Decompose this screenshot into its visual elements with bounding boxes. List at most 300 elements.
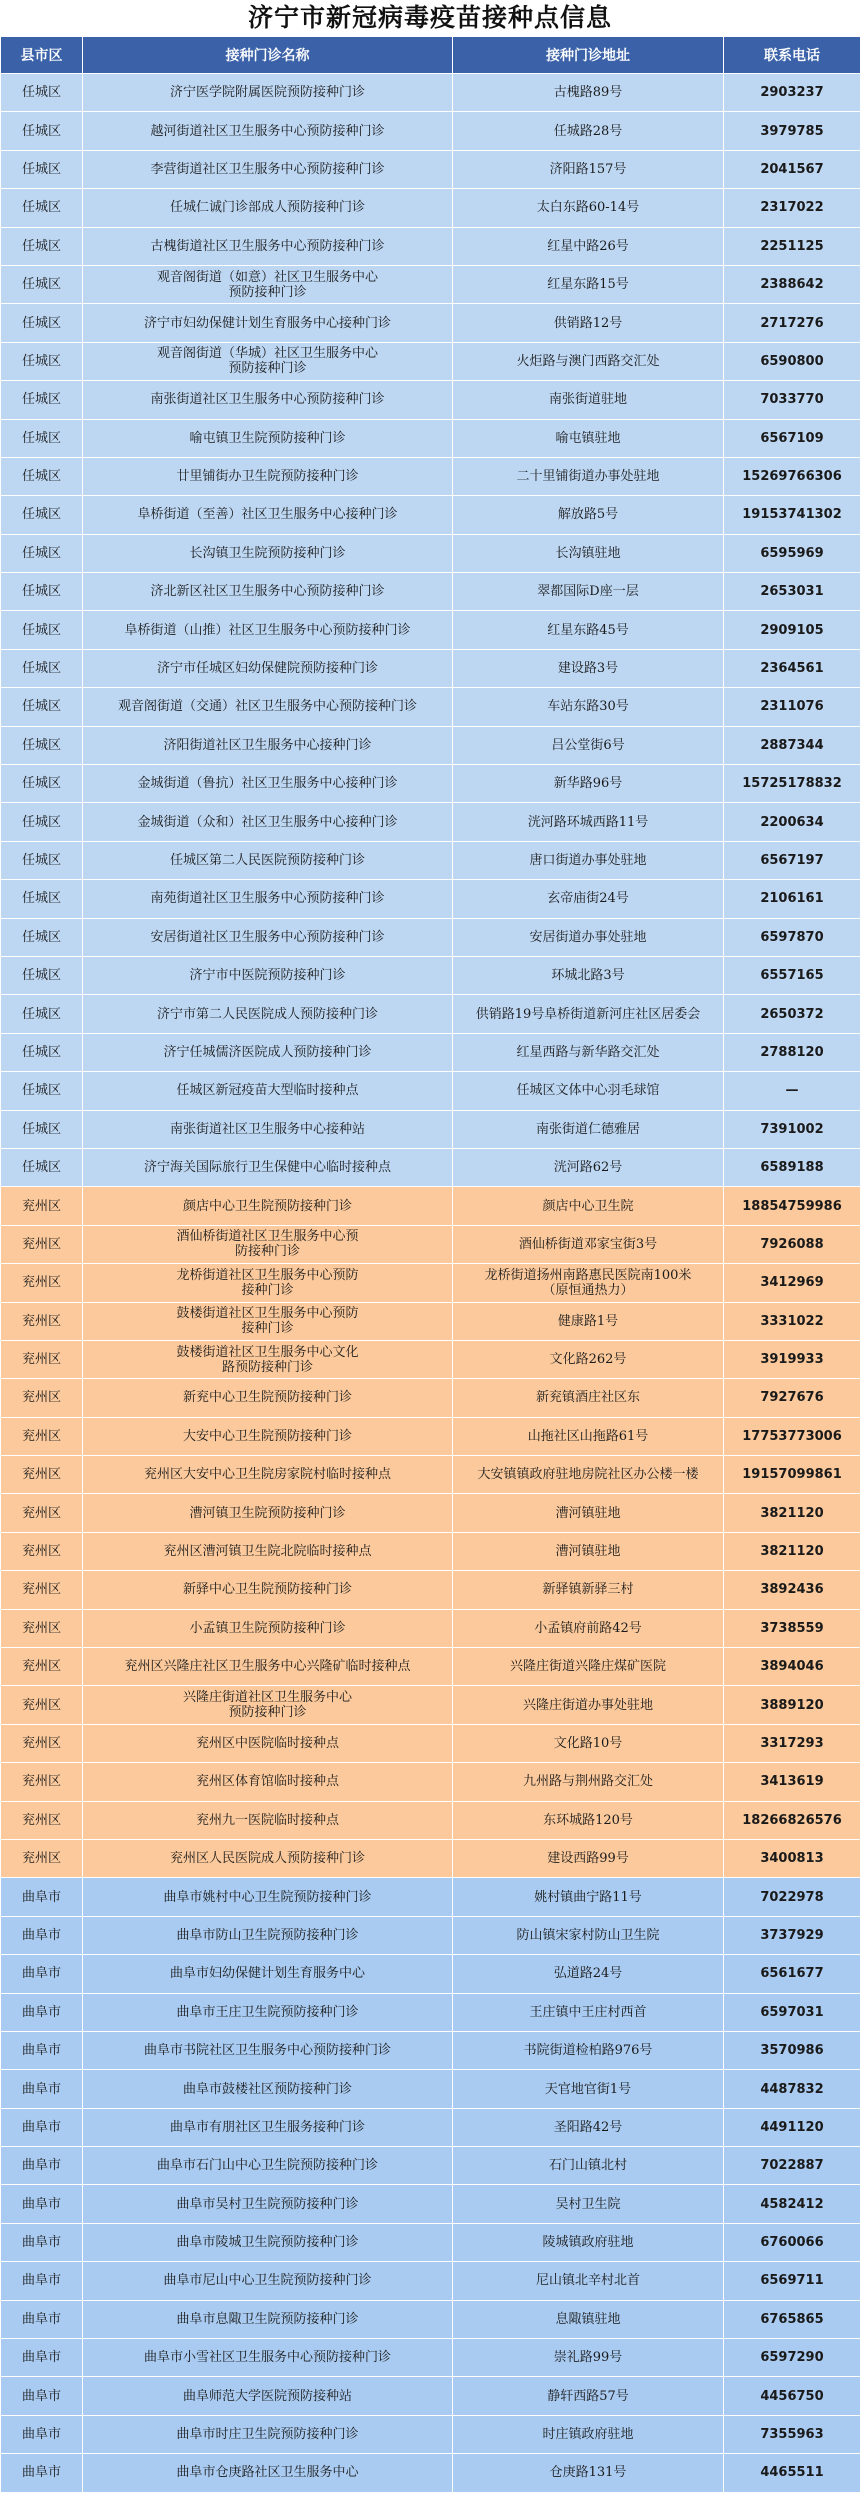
phone-cell-text: 6567109 bbox=[760, 430, 824, 446]
clinic-address-cell-text: 书院街道检柏路976号 bbox=[523, 2043, 653, 2059]
county-cell bbox=[1, 1993, 83, 2031]
clinic-address-cell-text: 安居街道办事处驻地 bbox=[529, 929, 647, 945]
county-cell-text: 任城区 bbox=[21, 929, 61, 945]
clinic-address-cell bbox=[453, 1648, 724, 1686]
clinic-address-cell-text: 洸河路62号 bbox=[553, 1160, 623, 1176]
county-cell-text: 任城区 bbox=[21, 891, 61, 907]
phone-cell bbox=[724, 1993, 860, 2031]
clinic-name-cell bbox=[83, 2415, 453, 2453]
county-cell-text: 任城区 bbox=[21, 1044, 61, 1060]
county-cell bbox=[1, 649, 83, 687]
phone-cell-text: 6569711 bbox=[760, 2273, 824, 2289]
clinic-address-cell-text: 古槐路89号 bbox=[553, 85, 623, 101]
phone-cell-text: 18266826576 bbox=[742, 1812, 842, 1828]
phone-cell-text: 2311076 bbox=[760, 699, 824, 715]
table-row bbox=[1, 2108, 860, 2146]
clinic-name-cell bbox=[83, 1417, 453, 1455]
clinic-address-cell bbox=[453, 918, 724, 956]
clinic-name-cell-text: 济宁市任城区妇幼保健院预防接种门诊 bbox=[156, 661, 378, 677]
county-cell-text: 兖州区 bbox=[21, 1467, 61, 1483]
clinic-name-cell bbox=[83, 573, 453, 611]
phone-cell bbox=[724, 918, 860, 956]
phone-cell-text: 18854759986 bbox=[742, 1198, 842, 1214]
phone-cell bbox=[724, 1724, 860, 1762]
county-cell bbox=[1, 496, 83, 534]
phone-cell-text: 6597870 bbox=[760, 929, 824, 945]
clinic-address-cell-text: 红星西路与新华路交汇处 bbox=[516, 1044, 660, 1060]
phone-cell bbox=[724, 2108, 860, 2146]
phone-cell bbox=[724, 1340, 860, 1378]
clinic-name-cell-text: 曲阜市息陬卫生院预防接种门诊 bbox=[176, 2311, 359, 2327]
county-cell bbox=[1, 1686, 83, 1724]
county-cell-text: 任城区 bbox=[21, 622, 61, 638]
county-cell-text: 任城区 bbox=[21, 737, 61, 753]
county-cell bbox=[1, 1456, 83, 1494]
phone-cell bbox=[724, 1417, 860, 1455]
clinic-address-cell-text: 济阳路157号 bbox=[549, 161, 627, 177]
clinic-address-cell bbox=[453, 2223, 724, 2261]
phone-cell bbox=[724, 995, 860, 1033]
county-cell-text: 任城区 bbox=[21, 238, 61, 254]
county-cell-text: 任城区 bbox=[21, 430, 61, 446]
county-cell bbox=[1, 1225, 83, 1263]
phone-cell-text: 6765865 bbox=[760, 2311, 824, 2327]
county-cell bbox=[1, 995, 83, 1033]
county-cell-text: 任城区 bbox=[21, 1160, 61, 1176]
clinic-address-cell bbox=[453, 1916, 724, 1954]
clinic-address-cell bbox=[453, 1148, 724, 1186]
clinic-name-cell bbox=[83, 457, 453, 495]
table-row bbox=[1, 841, 860, 879]
clinic-name-cell bbox=[83, 918, 453, 956]
clinic-address-cell bbox=[453, 2070, 724, 2108]
clinic-name-cell-text: 鼓楼街道社区卫生服务中心文化 路预防接种门诊 bbox=[176, 1344, 359, 1375]
phone-cell-text: 3331022 bbox=[760, 1313, 824, 1329]
table-row bbox=[1, 1571, 860, 1609]
clinic-name-cell-text: 曲阜市尼山中心卫生院预防接种门诊 bbox=[163, 2273, 372, 2289]
phone-cell-text: 2650372 bbox=[760, 1006, 824, 1022]
county-cell-text: 曲阜市 bbox=[21, 2235, 61, 2251]
clinic-address-cell bbox=[453, 2108, 724, 2146]
county-cell-text: 任城区 bbox=[21, 814, 61, 830]
phone-cell bbox=[724, 2454, 860, 2492]
clinic-name-cell-text: 曲阜市石门山中心卫生院预防接种门诊 bbox=[156, 2158, 378, 2174]
phone-cell-text: 4456750 bbox=[760, 2388, 824, 2404]
table-row bbox=[1, 112, 860, 150]
clinic-address-cell bbox=[453, 150, 724, 188]
clinic-name-cell-text: 安居街道社区卫生服务中心预防接种门诊 bbox=[150, 929, 385, 945]
clinic-address-cell bbox=[453, 1839, 724, 1877]
phone-cell bbox=[724, 1878, 860, 1916]
table-row bbox=[1, 1148, 860, 1186]
county-cell bbox=[1, 342, 83, 380]
clinic-address-cell-text: 小孟镇府前路42号 bbox=[534, 1620, 642, 1636]
clinic-address-cell bbox=[453, 688, 724, 726]
clinic-name-cell bbox=[83, 1456, 453, 1494]
phone-cell bbox=[724, 2415, 860, 2453]
county-cell-text: 任城区 bbox=[21, 200, 61, 216]
county-cell-text: 任城区 bbox=[21, 353, 61, 369]
phone-cell bbox=[724, 1456, 860, 1494]
clinic-address-cell bbox=[453, 1763, 724, 1801]
phone-cell-text: 7927676 bbox=[760, 1390, 824, 1406]
clinic-address-cell bbox=[453, 189, 724, 227]
phone-cell-text: 2653031 bbox=[760, 584, 824, 600]
table-row bbox=[1, 2070, 860, 2108]
clinic-name-cell-text: 小孟镇卫生院预防接种门诊 bbox=[189, 1620, 346, 1636]
clinic-address-cell bbox=[453, 2377, 724, 2415]
clinic-name-cell bbox=[83, 726, 453, 764]
county-cell-text: 兖州区 bbox=[21, 1851, 61, 1867]
county-cell-text: 曲阜市 bbox=[21, 2043, 61, 2059]
clinic-address-cell-text: 漕河镇驻地 bbox=[555, 1505, 621, 1521]
county-cell-text: 兖州区 bbox=[21, 1198, 61, 1214]
clinic-name-cell-text: 漕河镇卫生院预防接种门诊 bbox=[189, 1505, 346, 1521]
phone-cell bbox=[724, 726, 860, 764]
county-cell bbox=[1, 841, 83, 879]
phone-cell bbox=[724, 381, 860, 419]
phone-cell-text: 3892436 bbox=[760, 1582, 824, 1598]
clinic-name-cell-text: 曲阜市有朋社区卫生服务接种门诊 bbox=[169, 2119, 365, 2135]
county-cell bbox=[1, 1340, 83, 1378]
clinic-address-cell bbox=[453, 342, 724, 380]
table-body bbox=[1, 74, 860, 2493]
table-row bbox=[1, 150, 860, 188]
clinic-address-cell bbox=[453, 1379, 724, 1417]
clinic-name-cell-text: 曲阜市妇幼保健计划生育服务中心 bbox=[169, 1966, 365, 1982]
county-cell-text: 曲阜市 bbox=[21, 2273, 61, 2289]
phone-cell-text: 3738559 bbox=[760, 1620, 824, 1636]
clinic-address-cell bbox=[453, 1110, 724, 1148]
phone-cell bbox=[724, 2339, 860, 2377]
county-cell-text: 曲阜市 bbox=[21, 2196, 61, 2212]
table-row bbox=[1, 1609, 860, 1647]
table-row bbox=[1, 304, 860, 342]
clinic-address-cell-text: 息陬镇驻地 bbox=[555, 2311, 621, 2327]
phone-cell-text: 6595969 bbox=[760, 545, 824, 561]
county-cell bbox=[1, 457, 83, 495]
county-cell-text: 任城区 bbox=[21, 661, 61, 677]
county-cell-text: 任城区 bbox=[21, 1006, 61, 1022]
phone-cell bbox=[724, 1494, 860, 1532]
clinic-name-cell bbox=[83, 496, 453, 534]
clinic-name-cell-text: 新驿中心卫生院预防接种门诊 bbox=[182, 1582, 352, 1598]
clinic-name-cell-text: 曲阜市王庄卫生院预防接种门诊 bbox=[176, 2004, 359, 2020]
table-row bbox=[1, 2300, 860, 2338]
county-cell-text: 任城区 bbox=[21, 776, 61, 792]
clinic-address-cell bbox=[453, 1417, 724, 1455]
clinic-name-cell bbox=[83, 2223, 453, 2261]
phone-cell bbox=[724, 1302, 860, 1340]
clinic-name-cell-text: 兖州区中医院临时接种点 bbox=[195, 1735, 339, 1751]
clinic-name-cell bbox=[83, 880, 453, 918]
table-row bbox=[1, 1456, 860, 1494]
county-cell bbox=[1, 1148, 83, 1186]
table-header-row bbox=[1, 37, 860, 74]
clinic-address-cell-text: 山拖社区山拖路61号 bbox=[527, 1428, 649, 1444]
phone-cell-text: 3979785 bbox=[760, 123, 824, 139]
clinic-address-cell bbox=[453, 1993, 724, 2031]
clinic-name-cell bbox=[83, 2031, 453, 2069]
clinic-address-cell bbox=[453, 1302, 724, 1340]
clinic-name-cell bbox=[83, 342, 453, 380]
clinic-name-cell-text: 曲阜市仓庚路社区卫生服务中心 bbox=[176, 2465, 359, 2481]
clinic-name-cell-text: 金城街道（鲁抗）社区卫生服务中心接种门诊 bbox=[137, 776, 398, 792]
phone-cell-text: 2887344 bbox=[760, 737, 824, 753]
phone-cell-text: 3737929 bbox=[760, 1927, 824, 1943]
county-cell-text: 曲阜市 bbox=[21, 2388, 61, 2404]
phone-cell bbox=[724, 1763, 860, 1801]
county-cell-text: 任城区 bbox=[21, 161, 61, 177]
table-row bbox=[1, 457, 860, 495]
clinic-name-cell bbox=[83, 1532, 453, 1570]
clinic-address-cell-text: 九州路与荆州路交汇处 bbox=[522, 1774, 653, 1790]
clinic-address-cell bbox=[453, 1878, 724, 1916]
clinic-address-cell bbox=[453, 880, 724, 918]
clinic-address-cell-text: 供销路12号 bbox=[553, 315, 623, 331]
phone-cell-text: 3821120 bbox=[760, 1505, 824, 1521]
phone-cell-text: 15269766306 bbox=[742, 469, 842, 485]
clinic-address-cell-text: 长沟镇驻地 bbox=[555, 545, 621, 561]
clinic-address-cell-text: 车站东路30号 bbox=[547, 699, 629, 715]
table-row bbox=[1, 1801, 860, 1839]
table-row bbox=[1, 956, 860, 994]
clinic-name-cell bbox=[83, 956, 453, 994]
clinic-name-cell-text: 兖州区兴隆庄社区卫生服务中心兴隆矿临时接种点 bbox=[124, 1659, 411, 1675]
table-row bbox=[1, 1187, 860, 1225]
county-cell-text: 兖州区 bbox=[21, 1582, 61, 1598]
clinic-address-cell-text: 唐口街道办事处驻地 bbox=[529, 853, 647, 868]
clinic-name-cell-text: 曲阜市吴村卫生院预防接种门诊 bbox=[176, 2196, 359, 2212]
table-row bbox=[1, 1532, 860, 1570]
phone-cell-text: 3919933 bbox=[760, 1352, 824, 1368]
phone-cell-text: 7355963 bbox=[760, 2427, 824, 2443]
clinic-name-cell-text: 济阳街道社区卫生服务中心接种门诊 bbox=[163, 737, 372, 753]
clinic-name-cell bbox=[83, 1993, 453, 2031]
county-cell bbox=[1, 74, 83, 112]
county-cell bbox=[1, 304, 83, 342]
clinic-name-cell-text: 廿里铺街办卫生院预防接种门诊 bbox=[176, 469, 359, 485]
clinic-name-cell-text: 曲阜市鼓楼社区预防接种门诊 bbox=[182, 2081, 352, 2097]
phone-cell-text: 2903237 bbox=[760, 85, 824, 101]
table-row bbox=[1, 1686, 860, 1724]
phone-cell bbox=[724, 2262, 860, 2300]
county-cell bbox=[1, 1417, 83, 1455]
clinic-name-cell-text: 龙桥街道社区卫生服务中心预防 接种门诊 bbox=[176, 1267, 359, 1298]
clinic-address-cell-text: 姚村镇曲宁路11号 bbox=[534, 1889, 642, 1905]
clinic-address-cell bbox=[453, 573, 724, 611]
clinic-address-cell-text: 龙桥街道扬州南路惠民医院南100米 （原恒通热力） bbox=[484, 1267, 692, 1298]
phone-cell-text: 2364561 bbox=[760, 661, 824, 677]
clinic-address-cell-text: 新兖镇酒庄社区东 bbox=[535, 1390, 640, 1406]
table-row bbox=[1, 1302, 860, 1340]
county-cell-text: 兖州区 bbox=[21, 1505, 61, 1521]
phone-cell bbox=[724, 1532, 860, 1570]
clinic-name-cell-text: 颜店中心卫生院预防接种门诊 bbox=[182, 1198, 352, 1214]
clinic-address-cell bbox=[453, 765, 724, 803]
table-row bbox=[1, 2223, 860, 2261]
clinic-address-cell-text: 洸河路环城西路11号 bbox=[527, 814, 649, 830]
clinic-name-cell-text: 古槐街道社区卫生服务中心预防接种门诊 bbox=[150, 238, 385, 254]
clinic-address-cell-text: 南张街道驻地 bbox=[548, 392, 627, 408]
phone-cell-text: 6557165 bbox=[760, 968, 824, 984]
county-cell-text: 曲阜市 bbox=[21, 2158, 61, 2174]
table-row bbox=[1, 611, 860, 649]
clinic-name-cell bbox=[83, 2108, 453, 2146]
clinic-address-cell-text: 喻屯镇驻地 bbox=[555, 430, 621, 446]
clinic-address-cell bbox=[453, 2454, 724, 2492]
clinic-address-cell bbox=[453, 1532, 724, 1570]
county-cell bbox=[1, 1379, 83, 1417]
county-cell bbox=[1, 265, 83, 303]
header-clinic-name: 接种门诊名称 bbox=[83, 37, 453, 74]
header-clinic-address: 接种门诊地址 bbox=[453, 37, 724, 74]
phone-cell bbox=[724, 1686, 860, 1724]
table-row bbox=[1, 1264, 860, 1302]
clinic-address-cell-text: 兴隆庄街道办事处驻地 bbox=[522, 1697, 653, 1713]
clinic-address-cell-text: 红星东路45号 bbox=[547, 622, 629, 638]
phone-cell bbox=[724, 265, 860, 303]
clinic-address-cell-text: 文化路10号 bbox=[553, 1735, 623, 1751]
clinic-address-cell bbox=[453, 265, 724, 303]
page-title: 济宁市新冠病毒疫苗接种点信息 bbox=[247, 3, 612, 32]
phone-cell bbox=[724, 457, 860, 495]
county-cell bbox=[1, 2415, 83, 2453]
county-cell bbox=[1, 150, 83, 188]
clinic-address-cell bbox=[453, 496, 724, 534]
clinic-address-cell bbox=[453, 1033, 724, 1071]
clinic-name-cell-text: 兖州区大安中心卫生院房家院村临时接种点 bbox=[143, 1467, 391, 1483]
county-cell bbox=[1, 1724, 83, 1762]
clinic-address-cell-text: 新驿镇新驿三村 bbox=[542, 1582, 634, 1598]
phone-cell-text: 3821120 bbox=[760, 1544, 824, 1560]
clinic-address-cell bbox=[453, 1955, 724, 1993]
phone-cell bbox=[724, 534, 860, 572]
phone-cell bbox=[724, 1148, 860, 1186]
county-cell bbox=[1, 1110, 83, 1148]
county-cell bbox=[1, 2147, 83, 2185]
clinic-address-cell-text: 吕公堂街6号 bbox=[551, 737, 625, 753]
table-row bbox=[1, 1993, 860, 2031]
clinic-name-cell bbox=[83, 1302, 453, 1340]
clinic-name-cell bbox=[83, 2377, 453, 2415]
clinic-name-cell-text: 南张街道社区卫生服务中心接种站 bbox=[169, 1121, 365, 1137]
clinic-address-cell-text: 静轩西路57号 bbox=[547, 2388, 629, 2404]
clinic-name-cell-text: 曲阜市小雪社区卫生服务中心预防接种门诊 bbox=[143, 2350, 391, 2366]
clinic-name-cell-text: 观音阁街道（华城）社区卫生服务中心 预防接种门诊 bbox=[156, 346, 378, 377]
clinic-name-cell bbox=[83, 74, 453, 112]
clinic-address-cell-text: 南张街道仁德雅居 bbox=[535, 1121, 640, 1137]
phone-cell-text: 6590800 bbox=[760, 353, 824, 369]
clinic-name-cell bbox=[83, 1033, 453, 1071]
clinic-name-cell bbox=[83, 150, 453, 188]
phone-cell bbox=[724, 1571, 860, 1609]
clinic-name-cell bbox=[83, 265, 453, 303]
clinic-name-cell bbox=[83, 189, 453, 227]
county-cell bbox=[1, 1955, 83, 1993]
clinic-name-cell bbox=[83, 1264, 453, 1302]
phone-cell-text: 6561677 bbox=[760, 1966, 824, 1982]
clinic-name-cell bbox=[83, 1916, 453, 1954]
phone-cell bbox=[724, 2031, 860, 2069]
clinic-address-cell bbox=[453, 534, 724, 572]
phone-cell-text: 7391002 bbox=[760, 1121, 824, 1137]
county-cell bbox=[1, 227, 83, 265]
phone-cell-text: 4582412 bbox=[760, 2196, 824, 2212]
table-row bbox=[1, 1955, 860, 1993]
header-phone: 联系电话 bbox=[724, 37, 860, 74]
clinic-address-cell-text: 时庄镇政府驻地 bbox=[542, 2427, 634, 2443]
clinic-address-cell-text: 翠都国际D座一层 bbox=[537, 584, 639, 600]
phone-cell-text: 6589188 bbox=[760, 1160, 824, 1176]
phone-cell-text: 3894046 bbox=[760, 1659, 824, 1675]
clinic-name-cell-text: 任城区新冠疫苗大型临时接种点 bbox=[176, 1083, 359, 1099]
clinic-name-cell bbox=[83, 1571, 453, 1609]
phone-cell bbox=[724, 1225, 860, 1263]
clinic-address-cell bbox=[453, 956, 724, 994]
clinic-name-cell bbox=[83, 112, 453, 150]
table-row bbox=[1, 765, 860, 803]
county-cell bbox=[1, 956, 83, 994]
phone-cell bbox=[724, 841, 860, 879]
clinic-address-cell-text: 太白东路60-14号 bbox=[536, 200, 640, 216]
phone-cell-text: 7926088 bbox=[760, 1236, 824, 1252]
table-row bbox=[1, 1916, 860, 1954]
clinic-address-cell bbox=[453, 649, 724, 687]
clinic-name-cell-text: 南苑街道社区卫生服务中心预防接种门诊 bbox=[150, 891, 385, 907]
clinic-address-cell bbox=[453, 2031, 724, 2069]
table-row bbox=[1, 189, 860, 227]
header-county: 县市区 bbox=[1, 37, 83, 74]
county-cell bbox=[1, 2339, 83, 2377]
table-row bbox=[1, 726, 860, 764]
clinic-name-cell-text: 酒仙桥街道社区卫生服务中心预 防接种门诊 bbox=[176, 1229, 359, 1260]
county-cell-text: 任城区 bbox=[21, 85, 61, 101]
clinic-address-cell bbox=[453, 1571, 724, 1609]
phone-cell bbox=[724, 2185, 860, 2223]
table-row bbox=[1, 1417, 860, 1455]
county-cell bbox=[1, 419, 83, 457]
county-cell-text: 任城区 bbox=[21, 584, 61, 600]
clinic-address-cell bbox=[453, 803, 724, 841]
table-row bbox=[1, 2377, 860, 2415]
phone-cell-text: 6760066 bbox=[760, 2235, 824, 2251]
county-cell-text: 任城区 bbox=[21, 1083, 61, 1099]
clinic-name-cell-text: 长沟镇卫生院预防接种门诊 bbox=[189, 545, 346, 561]
county-cell-text: 曲阜市 bbox=[21, 2465, 61, 2481]
phone-cell-text: 4465511 bbox=[760, 2465, 824, 2481]
clinic-address-cell-text: 陵城镇政府驻地 bbox=[542, 2235, 634, 2251]
county-cell-text: 曲阜市 bbox=[21, 2427, 61, 2443]
clinic-address-cell-text: 环城北路3号 bbox=[551, 968, 625, 984]
clinic-address-cell-text: 弘道路24号 bbox=[553, 1966, 623, 1982]
phone-cell-text: 2317022 bbox=[760, 200, 824, 216]
county-cell bbox=[1, 1033, 83, 1071]
table-row bbox=[1, 1110, 860, 1148]
phone-cell bbox=[724, 1955, 860, 1993]
county-cell bbox=[1, 1532, 83, 1570]
county-cell-text: 任城区 bbox=[21, 968, 61, 984]
clinic-address-cell-text: 任城区文体中心羽毛球馆 bbox=[516, 1083, 660, 1099]
phone-cell bbox=[724, 2300, 860, 2338]
clinic-name-cell bbox=[83, 649, 453, 687]
clinic-address-cell-text: 大安镇镇政府驻地房院社区办公楼一楼 bbox=[477, 1467, 699, 1483]
clinic-name-cell-text: 济宁市妇幼保健计划生育服务中心接种门诊 bbox=[143, 315, 391, 331]
clinic-address-cell bbox=[453, 2262, 724, 2300]
phone-cell bbox=[724, 1033, 860, 1071]
clinic-address-cell bbox=[453, 2415, 724, 2453]
table-row bbox=[1, 1648, 860, 1686]
